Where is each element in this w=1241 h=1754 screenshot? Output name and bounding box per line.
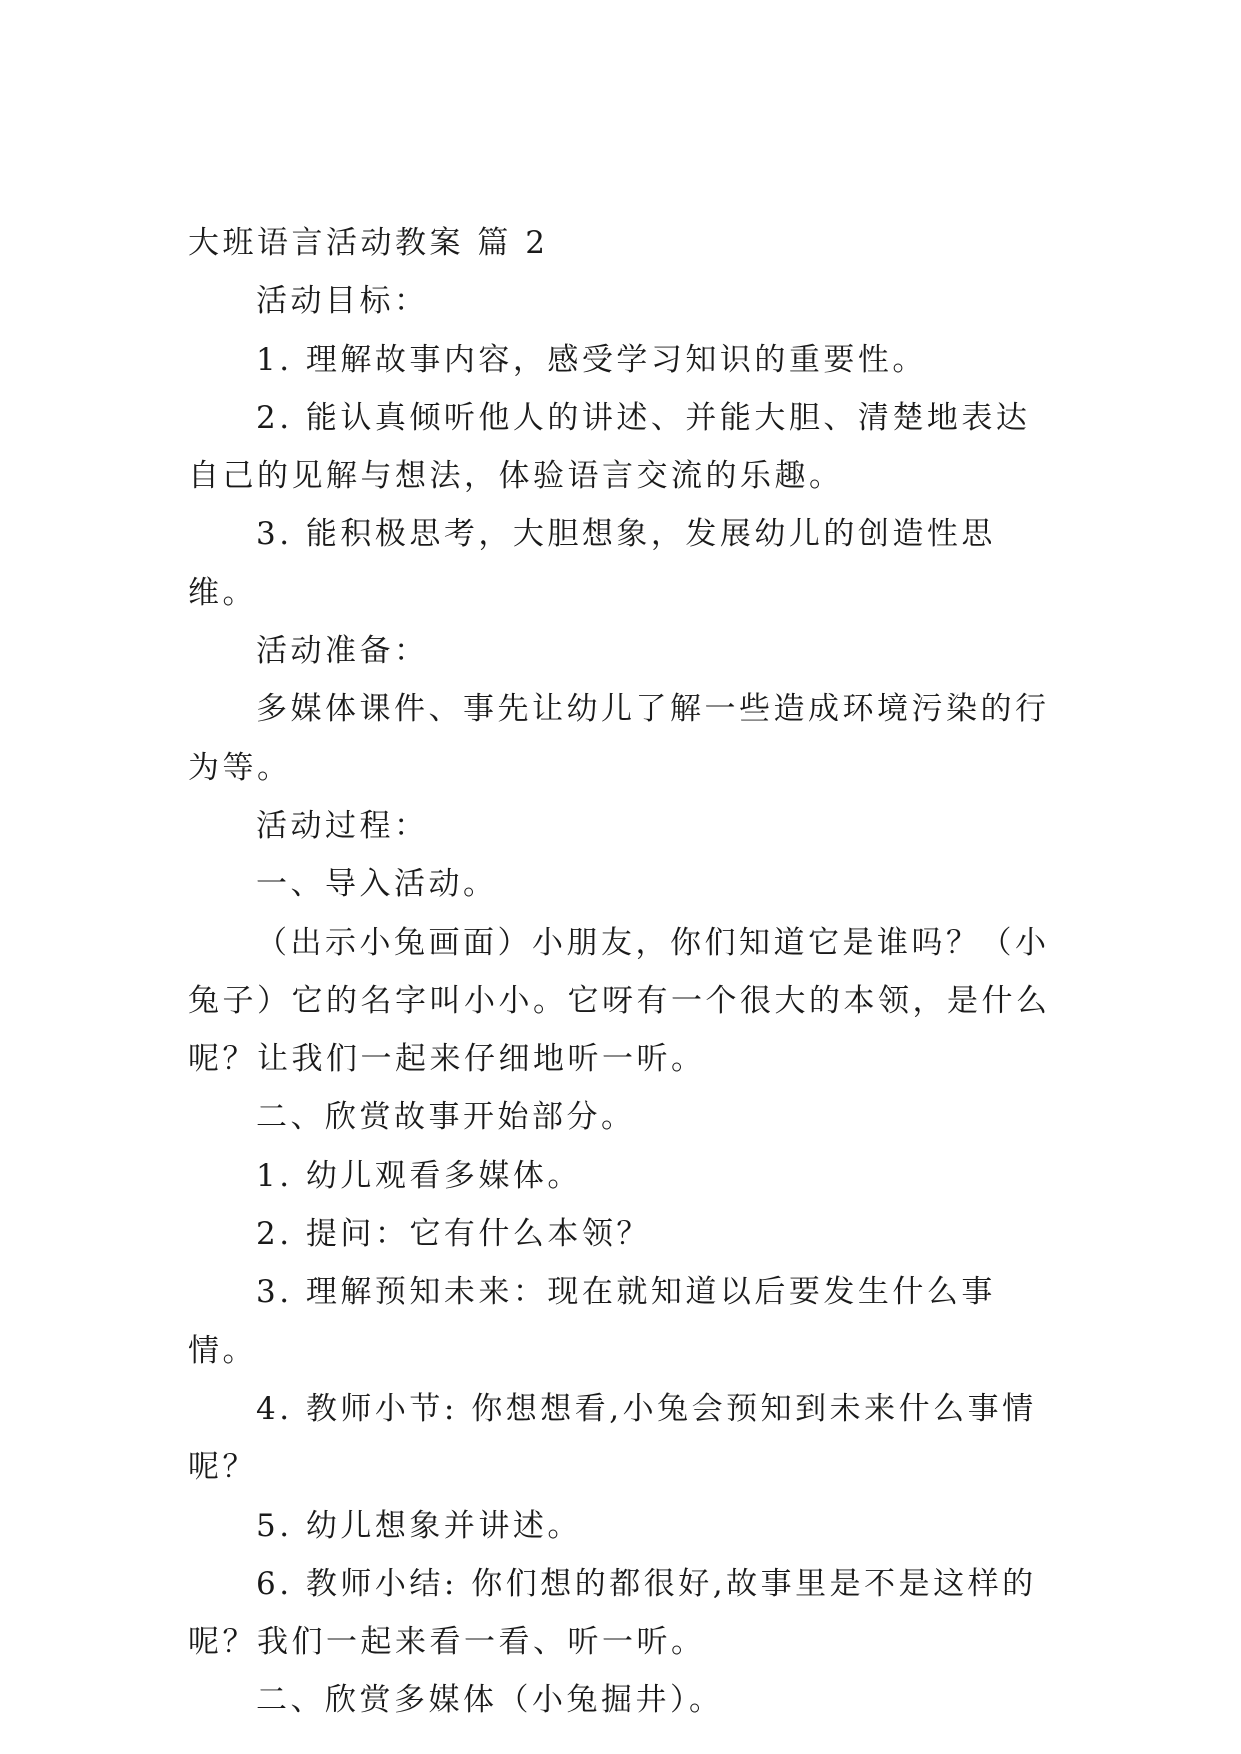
- paragraph: 2. 能认真倾听他人的讲述、并能大胆、清楚地表达自己的见解与想法，体验语言交流的乐趣。: [188, 399, 1031, 495]
- paragraph: 多媒体课件、事先让幼儿了解一些造成环境污染的行为等。: [188, 691, 1050, 786]
- paragraph: 活动过程：: [256, 807, 429, 844]
- document-title: 大班语言活动教案 篇 2: [188, 225, 549, 261]
- document-body: [188, 214, 1058, 1730]
- paragraph: 一、导入活动。: [256, 866, 498, 903]
- paragraph: 二、欣赏故事开始部分。: [256, 1099, 636, 1136]
- paragraph: 1. 理解故事内容，感受学习知识的重要性。: [256, 341, 927, 378]
- paragraph: 活动目标：: [256, 283, 429, 320]
- paragraph: （出示小兔画面）小朋友，你们知道它是谁吗？（小兔子）它的名字叫小小。它呀有一个很大的本领，是什么呢？让我们一起来仔细地听一听。: [188, 924, 1051, 1078]
- paragraph: 二、欣赏多媒体（小兔掘井）。: [256, 1682, 724, 1719]
- paragraph: 6. 教师小结: 你们想的都很好,故事里是不是这样的呢？我们一起来看一看、听一听。: [188, 1565, 1037, 1661]
- paragraph: 3. 理解预知未来：现在就知道以后要发生什么事情。: [188, 1274, 996, 1369]
- paragraph: 5. 幼儿想象并讲述。: [256, 1507, 582, 1544]
- paragraph: 活动准备：: [256, 633, 429, 670]
- paragraph: 4. 教师小节: 你想想看,小兔会预知到未来什么事情呢？: [188, 1390, 1037, 1486]
- paragraph: 1. 幼儿观看多媒体。: [256, 1157, 582, 1194]
- paragraph: 2. 提问：它有什么本领？: [256, 1216, 651, 1253]
- paragraph: 3. 能积极思考，大胆想象，发展幼儿的创造性思维。: [188, 516, 996, 611]
